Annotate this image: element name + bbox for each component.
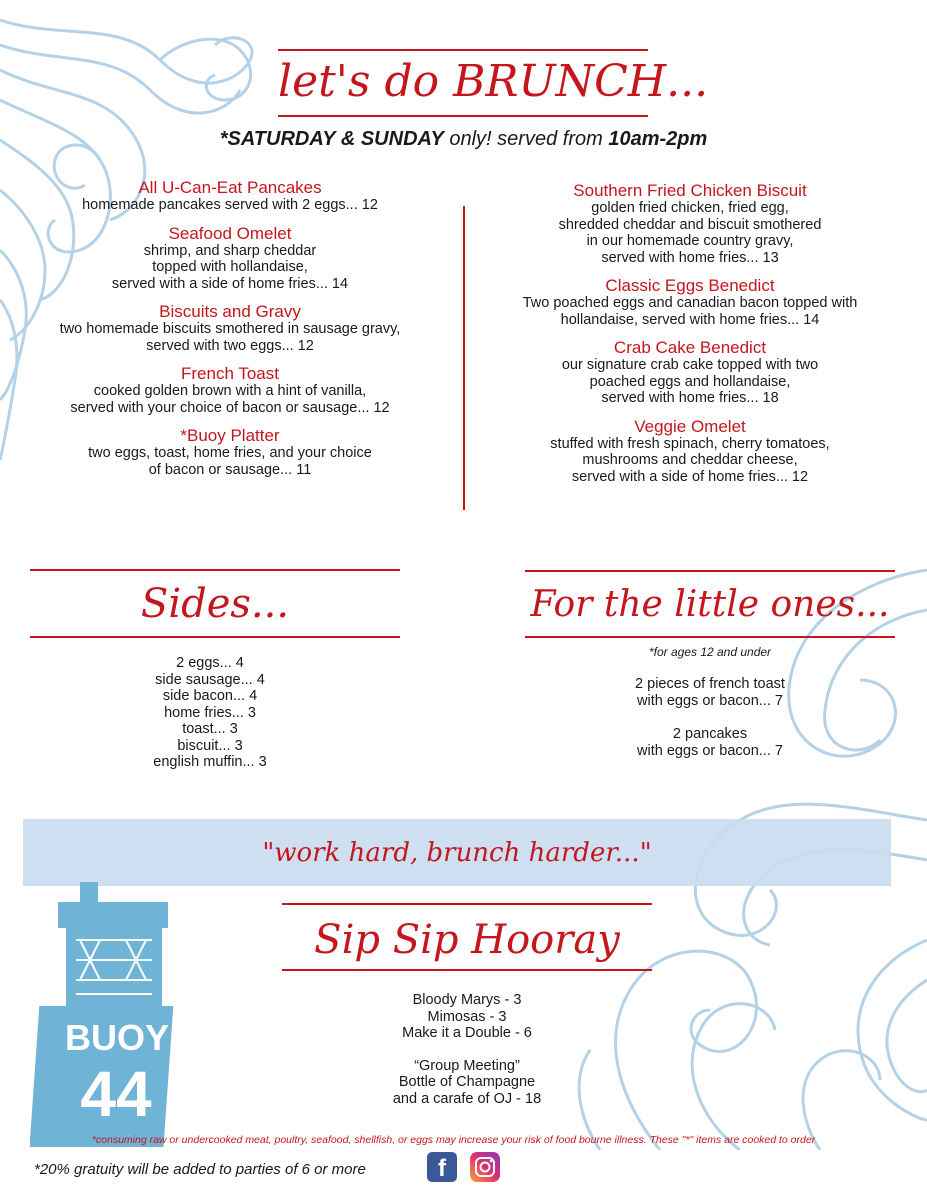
menu-item	[15, 178, 445, 214]
menu-item-name: All U-Can-Eat Pancakes	[138, 178, 322, 197]
menu-item-desc: stuffed with fresh spinach, cherry tomatoes, mushrooms and cheddar cheese, served with a side of home fries... 12	[550, 435, 830, 485]
header-rule-top	[278, 49, 648, 51]
side-item: 2 eggs... 4	[176, 655, 244, 671]
menu-item-desc: two eggs, toast, home fries, and your choice of bacon or sausage... 11	[88, 445, 372, 478]
drink-special-line: and a carafe of OJ - 18	[392, 1090, 542, 1107]
side-item: side bacon... 4	[162, 688, 258, 704]
quote-banner-text: "work hard, brunch harder..."	[262, 838, 652, 868]
kids-list	[525, 676, 895, 759]
menu-item-desc: homemade pancakes served with 2 eggs... 12	[82, 197, 378, 213]
side-item: side sausage... 4	[155, 671, 265, 688]
menu-item-name: French Toast	[181, 364, 279, 383]
menu-item-desc: shrimp, and sharp cheddar topped with hollandaise, served with a side of home fries... 14	[111, 242, 349, 292]
column-divider	[463, 206, 465, 510]
menu-item	[15, 302, 445, 354]
drinks-list	[282, 992, 652, 1107]
sides-rule-bottom	[30, 636, 400, 638]
drinks-rule-bottom	[282, 969, 652, 971]
drink-special-line: Bottle of Champagne	[398, 1074, 536, 1090]
menu-item-desc: Two poached eggs and canadian bacon topped with hollandaise, served with home fries... 14	[522, 295, 858, 328]
schedule-days: *SATURDAY & SUNDAY	[219, 128, 444, 150]
sides-rule-top	[30, 569, 400, 571]
facebook-icon-glyph: f	[438, 1155, 446, 1182]
menu-item-name: Crab Cake Benedict	[613, 338, 767, 357]
menu-item-desc: golden fried chicken, fried egg, shredded cheddar and biscuit smothered in our homemade country gravy, served with home fries... 13	[558, 200, 822, 266]
schedule-line	[0, 128, 927, 151]
menu-item-name: Classic Eggs Benedict	[605, 276, 775, 295]
drink-special-line: “Group Meeting”	[414, 1057, 520, 1074]
brunch-title: let's do BRUNCH...	[278, 56, 709, 107]
drink-item: Bloody Marys - 3	[412, 992, 522, 1008]
side-item: toast... 3	[182, 721, 238, 737]
brunch-menu-left	[15, 178, 445, 488]
menu-item	[15, 364, 445, 416]
drink-item: Make it a Double - 6	[402, 1025, 532, 1041]
menu-item-name: Seafood Omelet	[168, 223, 292, 243]
kids-title: For the little ones...	[530, 584, 890, 625]
kids-item: 2 pieces of french toast with eggs or bacon... 7	[635, 676, 785, 709]
kids-age-note: *for ages 12 and under	[648, 645, 772, 659]
schedule-hours: 10am-2pm	[608, 128, 708, 150]
menu-item-name: Veggie Omelet	[634, 416, 746, 436]
schedule-only: only! served from	[443, 128, 609, 150]
menu-item	[478, 276, 902, 328]
kids-rule-top	[525, 570, 895, 572]
menu-item-name: Southern Fried Chicken Biscuit	[573, 181, 807, 200]
menu-item	[478, 417, 902, 486]
menu-item	[15, 224, 445, 293]
brunch-menu-right	[478, 181, 902, 495]
kids-rule-bottom	[525, 636, 895, 638]
drink-item: Mimosas - 3	[427, 1008, 507, 1025]
facebook-icon[interactable]	[427, 1152, 457, 1182]
header-rule-bottom	[278, 115, 648, 117]
food-safety-disclaimer: *consuming raw or undercooked meat, poultry, seafood, shellfish, or eggs may increase your risk of food bourne illness. These "*" items are cooked to order	[91, 1134, 816, 1146]
kids-item: 2 pancakes with eggs or bacon... 7	[637, 726, 783, 759]
menu-item-desc: our signature crab cake topped with two poached eggs and hollandaise, served with home fries... 18	[561, 357, 819, 406]
buoy-logo-line1: BUOY	[64, 1017, 169, 1058]
menu-item-name: Biscuits and Gravy	[159, 302, 301, 321]
menu-item-name: *Buoy Platter	[180, 426, 280, 445]
side-item: biscuit... 3	[177, 737, 243, 754]
sides-title: Sides...	[140, 581, 290, 627]
menu-item-desc: cooked golden brown with a hint of vanilla, served with your choice of bacon or sausage... 12	[70, 383, 390, 416]
gratuity-note: *20% gratuity will be added to parties of 6 or more	[34, 1161, 366, 1178]
side-item: home fries... 3	[164, 704, 256, 721]
menu-item	[478, 181, 902, 266]
instagram-icon[interactable]	[470, 1152, 500, 1182]
drinks-rule-top	[282, 903, 652, 905]
menu-item	[15, 426, 445, 478]
buoy-logo-line2: 44	[80, 1058, 152, 1130]
menu-item	[478, 338, 902, 407]
menu-item-desc: two homemade biscuits smothered in sausage gravy, served with two eggs... 12	[59, 321, 401, 354]
side-item: english muffin... 3	[153, 754, 267, 770]
sides-list	[30, 655, 390, 771]
drinks-title: Sip Sip Hooray	[314, 917, 620, 963]
